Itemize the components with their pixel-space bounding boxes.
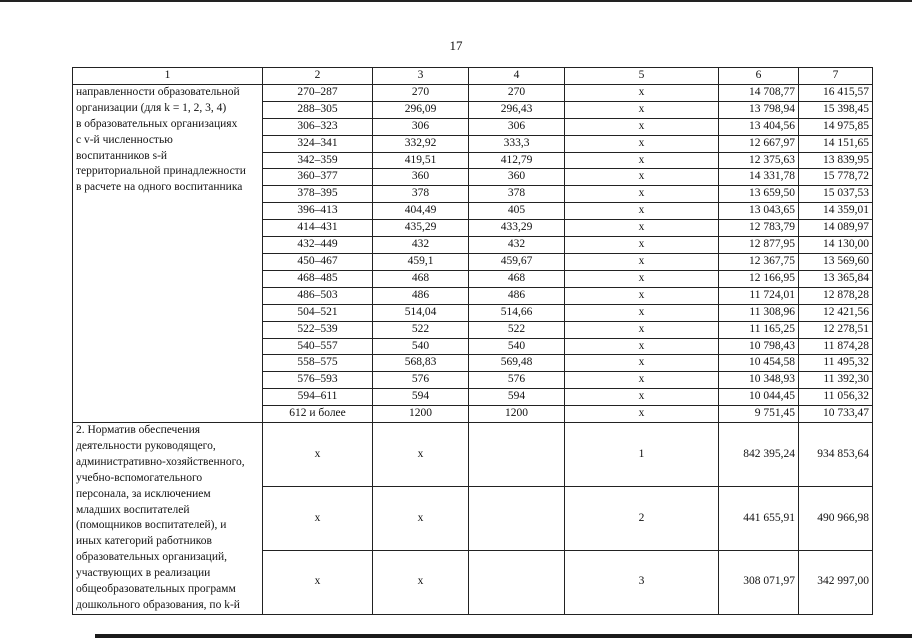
section2-label xyxy=(73,423,263,615)
cell-col-7: 11 392,30 xyxy=(799,372,873,389)
cell-col-5: x xyxy=(565,355,719,372)
cell-col-7: 10 733,47 xyxy=(799,406,873,423)
cell-col-4: 1200 xyxy=(469,406,565,423)
cell-col-7: 16 415,57 xyxy=(799,84,873,101)
cell-col-5: x xyxy=(565,270,719,287)
cell-col-6: 10 798,43 xyxy=(719,338,799,355)
cell-col-6: 10 044,45 xyxy=(719,389,799,406)
cell-range: 450–467 xyxy=(263,253,373,270)
cell-col-4: 576 xyxy=(469,372,565,389)
cell-range: 432–449 xyxy=(263,237,373,254)
cell-col-5: x xyxy=(565,321,719,338)
section1-row xyxy=(73,84,873,101)
label-line: деятельности руководящего, xyxy=(76,439,216,452)
cell-col-5: x xyxy=(565,287,719,304)
cell-range: 486–503 xyxy=(263,287,373,304)
cell-col-5: x xyxy=(565,406,719,423)
cell-col-7: 15 398,45 xyxy=(799,101,873,118)
cell-col-7: 490 966,98 xyxy=(799,486,873,550)
cell-col-3: 435,29 xyxy=(373,220,469,237)
cell-col-3: 568,83 xyxy=(373,355,469,372)
label-line: учебно-вспомогательного xyxy=(76,471,203,484)
cell-col-7: 13 569,60 xyxy=(799,253,873,270)
label-line: организации (для k = 1, 2, 3, 4) xyxy=(76,101,227,114)
cell-col-5: x xyxy=(565,186,719,203)
cell-col-3: x xyxy=(373,486,469,550)
cell-col-4: 594 xyxy=(469,389,565,406)
cell-col-6: 441 655,91 xyxy=(719,486,799,550)
cell-col-7: 12 278,51 xyxy=(799,321,873,338)
label-line: персонала, за исключением xyxy=(76,487,211,500)
cell-col-3: x xyxy=(373,550,469,614)
cell-col-7: 15 778,72 xyxy=(799,169,873,186)
cell-col-6: 12 166,95 xyxy=(719,270,799,287)
header-col-5: 5 xyxy=(565,68,719,85)
cell-col-4: 468 xyxy=(469,270,565,287)
header-col-4: 4 xyxy=(469,68,565,85)
cell-col-3: 419,51 xyxy=(373,152,469,169)
cell-col-3: x xyxy=(373,423,469,487)
cell-col-3: 270 xyxy=(373,84,469,101)
cell-col-3: 468 xyxy=(373,270,469,287)
cell-col-5: x xyxy=(565,203,719,220)
cell-range: 468–485 xyxy=(263,270,373,287)
cell-col-6: 10 348,93 xyxy=(719,372,799,389)
label-line: 2. Норматив обеспечения xyxy=(76,424,201,437)
cell-col-5: x xyxy=(565,304,719,321)
cell-col-6: 14 331,78 xyxy=(719,169,799,186)
header-row xyxy=(73,68,873,85)
cell-col-5: 1 xyxy=(565,423,719,487)
label-line: в расчете на одного воспитанника xyxy=(76,181,243,194)
header-col-6: 6 xyxy=(719,68,799,85)
cell-col-6: 13 659,50 xyxy=(719,186,799,203)
cell-col-4: 333,3 xyxy=(469,135,565,152)
cell-col-4: 540 xyxy=(469,338,565,355)
label-line: административно-хозяйственного, xyxy=(76,455,245,468)
label-line: в образовательных организациях xyxy=(76,117,238,130)
label-line: участвующих в реализации xyxy=(76,567,211,580)
cell-col-6: 11 724,01 xyxy=(719,287,799,304)
label-line: младших воспитателей xyxy=(76,503,190,516)
cell-range: 288–305 xyxy=(263,101,373,118)
cell-col-6: 842 395,24 xyxy=(719,423,799,487)
cell-col-5: x xyxy=(565,338,719,355)
cell-col-5: x xyxy=(565,169,719,186)
cell-col-5: x xyxy=(565,135,719,152)
cell-col-3: 576 xyxy=(373,372,469,389)
cell-col-5: x xyxy=(565,237,719,254)
section2-row xyxy=(73,423,873,487)
cell-col-4: 459,67 xyxy=(469,253,565,270)
cell-col-3: 594 xyxy=(373,389,469,406)
cell-col-4: 378 xyxy=(469,186,565,203)
cell-col-4: 433,29 xyxy=(469,220,565,237)
cell-col-6: 12 375,63 xyxy=(719,152,799,169)
cell-col-5: 3 xyxy=(565,550,719,614)
label-line: иных категорий работников xyxy=(76,535,212,548)
cell-range: 396–413 xyxy=(263,203,373,220)
cell-col-6: 12 667,97 xyxy=(719,135,799,152)
cell-col-4: 270 xyxy=(469,84,565,101)
cell-col-5: x xyxy=(565,84,719,101)
cell-col-4: 360 xyxy=(469,169,565,186)
cell-col-4: 306 xyxy=(469,118,565,135)
header-col-1: 1 xyxy=(73,68,263,85)
cell-col-5: x xyxy=(565,389,719,406)
cell-col-3: 404,49 xyxy=(373,203,469,220)
cell-range: 612 и более xyxy=(263,406,373,423)
cell-range: 576–593 xyxy=(263,372,373,389)
cell-col-4: 569,48 xyxy=(469,355,565,372)
cell-col-5: x xyxy=(565,118,719,135)
cell-col-6: 12 877,95 xyxy=(719,237,799,254)
cell-col-4: 412,79 xyxy=(469,152,565,169)
cell-col-3: 522 xyxy=(373,321,469,338)
cell-col-5: x xyxy=(565,152,719,169)
cell-col-7: 14 151,65 xyxy=(799,135,873,152)
cell-range: 270–287 xyxy=(263,84,373,101)
cell-col-7: 13 839,95 xyxy=(799,152,873,169)
cell-range: 324–341 xyxy=(263,135,373,152)
cell-col-3: 378 xyxy=(373,186,469,203)
cell-range: x xyxy=(263,550,373,614)
cell-col-6: 13 798,94 xyxy=(719,101,799,118)
table-header xyxy=(73,68,873,85)
cell-range: 522–539 xyxy=(263,321,373,338)
cell-col-7: 11 874,28 xyxy=(799,338,873,355)
cell-col-6: 13 043,65 xyxy=(719,203,799,220)
cell-col-6: 11 165,25 xyxy=(719,321,799,338)
cell-col-7: 934 853,64 xyxy=(799,423,873,487)
label-line: с v-й численностью xyxy=(76,133,173,146)
cell-col-3: 459,1 xyxy=(373,253,469,270)
cell-col-4: 522 xyxy=(469,321,565,338)
cell-col-5: x xyxy=(565,220,719,237)
cell-col-4 xyxy=(469,423,565,487)
header-col-3: 3 xyxy=(373,68,469,85)
cell-range: 504–521 xyxy=(263,304,373,321)
cell-col-5: x xyxy=(565,101,719,118)
cell-col-3: 296,09 xyxy=(373,101,469,118)
cell-col-3: 360 xyxy=(373,169,469,186)
cell-col-7: 342 997,00 xyxy=(799,550,873,614)
cell-col-7: 14 359,01 xyxy=(799,203,873,220)
cell-col-3: 306 xyxy=(373,118,469,135)
cell-range: x xyxy=(263,486,373,550)
cell-range: 306–323 xyxy=(263,118,373,135)
label-line: (помощников воспитателей), и xyxy=(76,519,227,532)
cell-col-3: 486 xyxy=(373,287,469,304)
label-line: воспитанников s-й xyxy=(76,149,168,162)
page-number: 17 xyxy=(449,38,463,53)
cell-col-6: 9 751,45 xyxy=(719,406,799,423)
cell-col-4: 296,43 xyxy=(469,101,565,118)
cell-col-5: x xyxy=(565,253,719,270)
cell-col-3: 514,04 xyxy=(373,304,469,321)
cell-col-4: 405 xyxy=(469,203,565,220)
label-line: образовательных организаций, xyxy=(76,551,227,564)
cell-range: 342–359 xyxy=(263,152,373,169)
cell-col-4: 432 xyxy=(469,237,565,254)
cell-col-6: 14 708,77 xyxy=(719,84,799,101)
cell-range: 414–431 xyxy=(263,220,373,237)
cell-col-7: 14 089,97 xyxy=(799,220,873,237)
label-line: территориальной принадлежности xyxy=(76,165,246,178)
label-line: общеобразовательных программ xyxy=(76,583,236,596)
cell-col-3: 1200 xyxy=(373,406,469,423)
bottom-border-line xyxy=(95,634,912,638)
cell-col-4: 486 xyxy=(469,287,565,304)
cell-col-5: 2 xyxy=(565,486,719,550)
table-body xyxy=(73,84,873,614)
cell-col-3: 432 xyxy=(373,237,469,254)
cell-col-6: 12 783,79 xyxy=(719,220,799,237)
cell-range: 378–395 xyxy=(263,186,373,203)
cell-col-7: 13 365,84 xyxy=(799,270,873,287)
norms-table xyxy=(72,67,873,615)
cell-col-7: 11 056,32 xyxy=(799,389,873,406)
cell-col-6: 12 367,75 xyxy=(719,253,799,270)
cell-range: 594–611 xyxy=(263,389,373,406)
section1-label xyxy=(73,84,263,422)
top-border-line xyxy=(0,0,912,2)
cell-range: x xyxy=(263,423,373,487)
cell-col-5: x xyxy=(565,372,719,389)
cell-col-6: 308 071,97 xyxy=(719,550,799,614)
cell-col-7: 12 421,56 xyxy=(799,304,873,321)
label-line: направленности образовательной xyxy=(76,85,240,98)
cell-col-6: 11 308,96 xyxy=(719,304,799,321)
cell-col-7: 14 975,85 xyxy=(799,118,873,135)
cell-col-7: 11 495,32 xyxy=(799,355,873,372)
cell-range: 360–377 xyxy=(263,169,373,186)
label-line: дошкольного образования, по k-й xyxy=(76,599,240,611)
cell-col-7: 12 878,28 xyxy=(799,287,873,304)
cell-col-4 xyxy=(469,550,565,614)
cell-col-6: 10 454,58 xyxy=(719,355,799,372)
cell-col-3: 332,92 xyxy=(373,135,469,152)
cell-col-4: 514,66 xyxy=(469,304,565,321)
cell-col-7: 14 130,00 xyxy=(799,237,873,254)
header-col-2: 2 xyxy=(263,68,373,85)
cell-col-4 xyxy=(469,486,565,550)
cell-col-6: 13 404,56 xyxy=(719,118,799,135)
cell-col-7: 15 037,53 xyxy=(799,186,873,203)
cell-range: 540–557 xyxy=(263,338,373,355)
cell-col-3: 540 xyxy=(373,338,469,355)
cell-range: 558–575 xyxy=(263,355,373,372)
header-col-7: 7 xyxy=(799,68,873,85)
